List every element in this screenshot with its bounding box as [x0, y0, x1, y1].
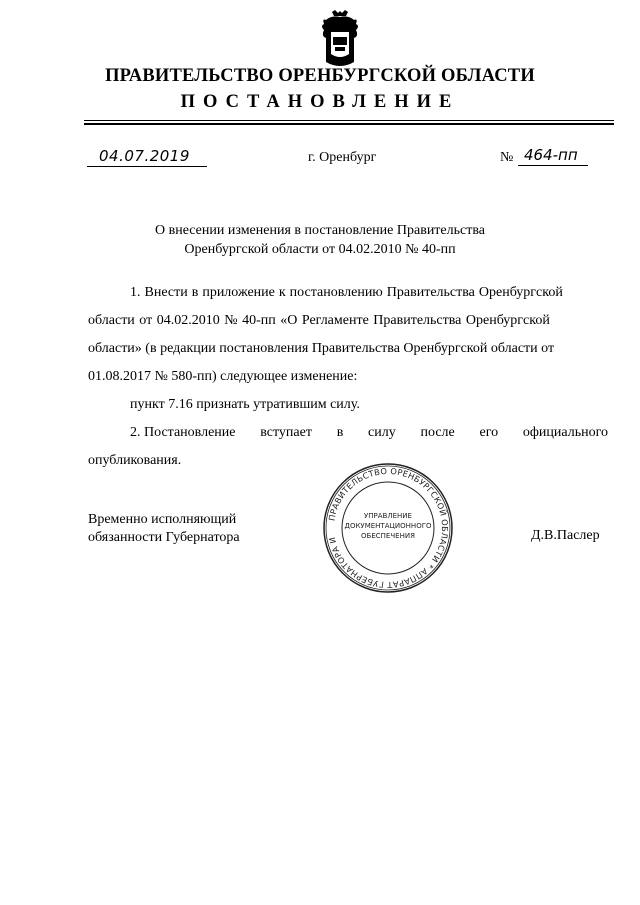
paragraph-1-line: области от 04.02.2010 № 40-пп «О Регламенте Правительства Оренбургской [88, 313, 550, 328]
paragraph-1-line: 1. Внести в приложение к постановлению Правительства Оренбургской [130, 285, 563, 300]
signatory-position-line: Временно исполняющий [88, 512, 237, 527]
document-number: 464-пп [524, 146, 578, 164]
government-title: ПРАВИТЕЛЬСТВО ОРЕНБУРГСКОЙ ОБЛАСТИ [105, 66, 535, 86]
paragraph-2-word: после [420, 425, 455, 440]
orenburg-coat-of-arms-icon [318, 10, 362, 68]
subject-line: О внесении изменения в постановление Правительства [155, 223, 485, 238]
document-type: ПОСТАНОВЛЕНИЕ [180, 92, 460, 112]
stamp-center-line: ОБЕСПЕЧЕНИЯ [361, 532, 415, 540]
paragraph-2-word: 2. Постановление [130, 425, 236, 440]
paragraph-1-line: области» (в редакции постановления Правительства Оренбургской области от [88, 341, 555, 356]
paragraph-1-item: пункт 7.16 признать утратившим силу. [130, 397, 360, 412]
stamp-center-line: УПРАВЛЕНИЕ [364, 512, 412, 520]
stamp-ring-text: ПРАВИТЕЛЬСТВО ОРЕНБУРГСКОЙ ОБЛАСТИ * АППАРАТ ГУБЕРНАТОРА И [326, 465, 451, 591]
document-number-label: № [500, 150, 514, 165]
stamp-center-line: ДОКУМЕНТАЦИОННОГО [344, 522, 432, 530]
document-number-field [518, 145, 588, 166]
paragraph-2-word: его [479, 425, 499, 440]
official-stamp [321, 461, 455, 595]
paragraph-2-word: силу [368, 425, 396, 440]
paragraph-2-word: вступает [260, 425, 312, 440]
document-date: 04.07.2019 [99, 147, 190, 165]
document-date-field [87, 146, 207, 167]
signatory-position [88, 511, 240, 547]
paragraph-1-line: 01.08.2017 № 580-пп) следующее изменение: [88, 369, 358, 384]
paragraph-2-word: в [336, 425, 344, 440]
signatory-position-line: обязанности Губернатора [88, 530, 240, 545]
header-rule-thick [84, 123, 614, 125]
subject-line: Оренбургской области от 04.02.2010 № 40-пп [184, 242, 456, 257]
document-city: г. Оренбург [308, 150, 377, 165]
paragraph-2-line: опубликования. [88, 453, 182, 468]
paragraph-2-word: официального [522, 425, 608, 440]
signatory-name: Д.В.Паслер [531, 528, 600, 543]
header-rule-thin [84, 120, 614, 121]
document-subject [0, 221, 640, 259]
paragraph-2-line [130, 425, 608, 441]
